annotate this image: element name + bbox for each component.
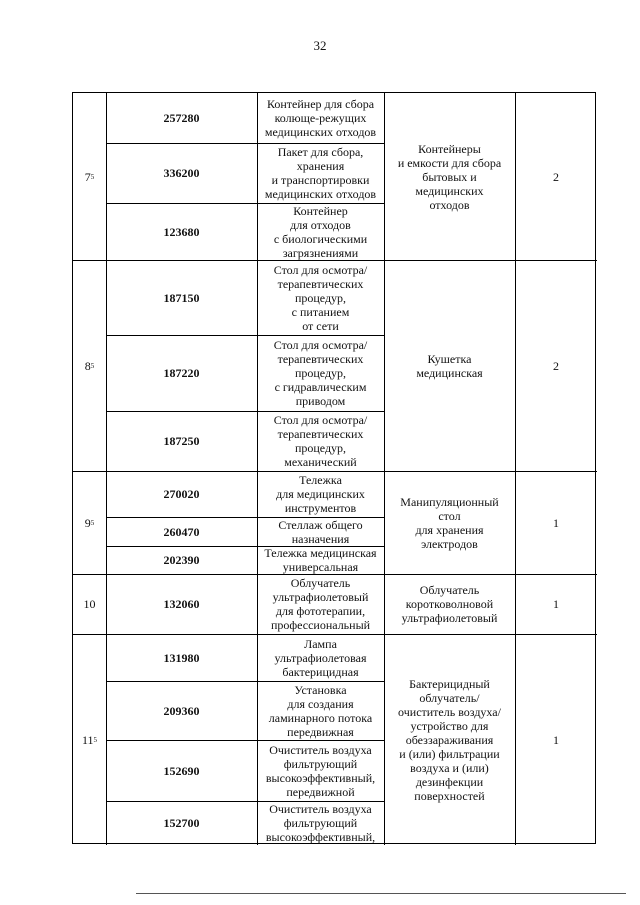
item-code: 209360 (163, 703, 200, 718)
item-name: Стеллаж общего назначения (278, 517, 363, 546)
item-code: 152700 (163, 816, 200, 830)
row-number: 7 5 (84, 169, 95, 184)
item-code: 257280 (163, 111, 200, 125)
item-code: 132060 (163, 597, 200, 611)
quantity: 2 (553, 358, 559, 373)
row-number-value: 7 (84, 169, 91, 184)
item-name: Стол для осмотра/ терапевтических процедур, с питанием от сети (273, 262, 368, 333)
item-code: 270020 (163, 487, 200, 501)
item-code: 187250 (163, 434, 200, 448)
quantity: 1 (553, 732, 559, 747)
item-code: 131980 (163, 650, 200, 665)
equipment-table (72, 92, 596, 844)
scan-edge-line (136, 893, 626, 894)
group-name: Кушетка медицинская (416, 351, 483, 380)
row-number (73, 574, 106, 634)
item-code: 123680 (163, 224, 200, 239)
item-name: Облучатель ультрафиолетовый для фототерапии, профессиональный (270, 576, 371, 632)
item-code: 202390 (163, 553, 200, 567)
item-name: Очиститель воздуха фильтрующий высокоэффективный, передвижной (265, 742, 376, 799)
item-name: Тележка медицинская универсальная (264, 546, 377, 574)
row-number-value: 10 (83, 597, 96, 611)
group-name: Облучатель коротковолновой ультрафиолетовый (401, 583, 498, 625)
item-name: Установка для создания ламинарного потока передвижная (268, 682, 373, 739)
row-number-value: 11 (81, 732, 94, 747)
item-name: Стол для осмотра/ терапевтических процедур, с гидравлическим приводом (273, 338, 368, 408)
quantity: 2 (553, 169, 559, 184)
item-code: 336200 (163, 166, 200, 180)
item-code: 260470 (163, 524, 200, 539)
row-number: 11 5 (81, 732, 98, 747)
item-code: 187220 (163, 366, 200, 380)
group-name: Контейнеры и емкости для сбора бытовых и медицинских отходов (397, 141, 502, 212)
item-name: Очиститель воздуха фильтрующий высокоэффективный, (265, 802, 376, 844)
row-number: 9 5 (84, 515, 95, 530)
row-number-value: 9 (84, 515, 91, 530)
item-name: Пакет для сбора, хранения и транспортировки медицинских отходов (264, 145, 377, 201)
group-name: Манипуляционный стол для хранения электродов (400, 494, 499, 551)
quantity: 1 (553, 515, 559, 530)
item-code: 187150 (163, 290, 200, 305)
item-name: Лампа ультрафиолетовая бактерицидная (274, 636, 367, 679)
item-name: Стол для осмотра/ терапевтических процедур, механический (273, 413, 368, 469)
item-code: 152690 (163, 763, 200, 778)
page-number: 32 (313, 38, 327, 53)
item-name: Тележка для медицинских инструментов (276, 473, 365, 515)
group-name: Бактерицидный облучатель/ очиститель воздуха/ устройство для обеззараживания и (или) фильтрации воздуха и (или) дезинфекции поверхностей (398, 676, 501, 803)
item-name: Контейнер для сбора колюще-режущих медицинских отходов (264, 97, 377, 139)
row-number-value: 8 (84, 358, 91, 373)
quantity: 1 (553, 597, 559, 611)
item-name: Контейнер для отходов с биологическими загрязнениями (273, 203, 368, 260)
row-number: 8 5 (84, 358, 95, 373)
